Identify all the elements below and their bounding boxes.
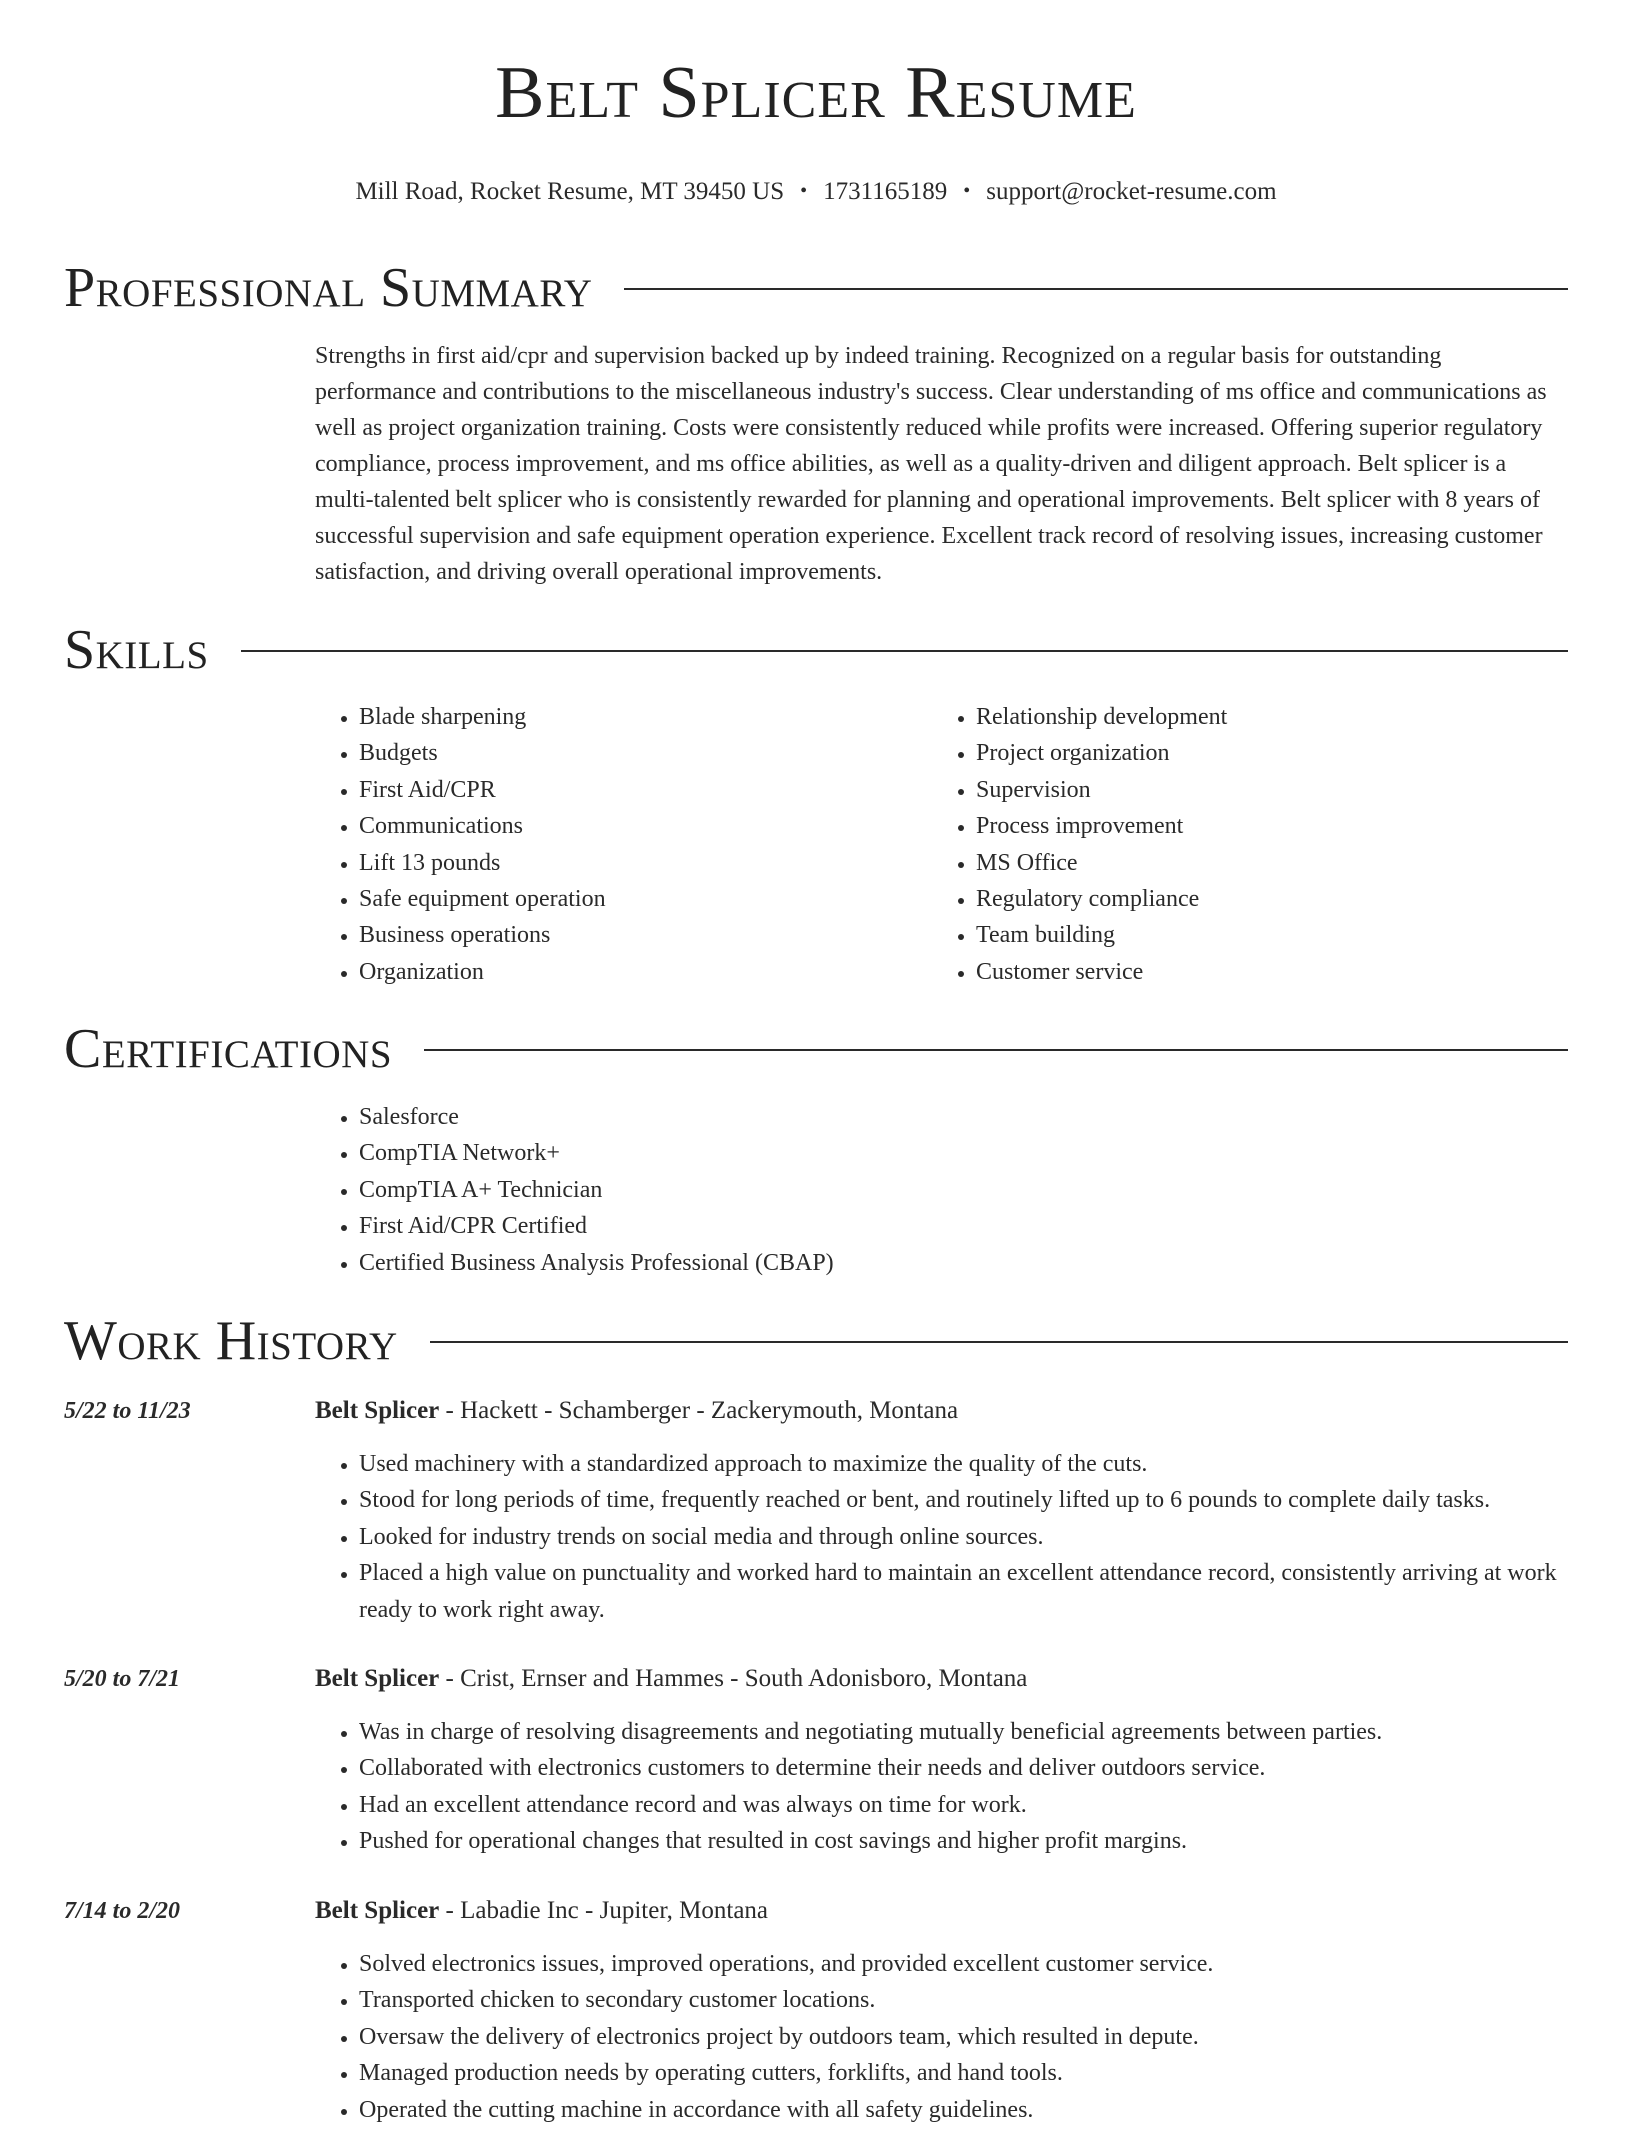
job-bullet: • Transported chicken to secondary customer locations. [359,1982,1612,2018]
skills-section-heading [64,618,1568,682]
skill-item: • MS Office [976,845,1576,881]
contact-separator: • [963,180,971,202]
job-bullet: • Managed production needs by operating cutters, forklifts, and hand tools. [359,2055,1612,2091]
skill-item: • First Aid/CPR [359,772,919,808]
skill-item: • Communications [359,808,919,844]
contact-phone: 1731165189 [823,178,948,205]
job-title [315,1395,958,1427]
skills-heading-label: Skills [64,619,209,681]
job-bullet: • Placed a high value on punctuality and worked hard to maintain an excellent attendance record, consistently arriving at work ready to work right away. [359,1555,1612,1628]
contact-separator: • [800,180,808,202]
contact-address: Mill Road, Rocket Resume, MT 39450 US [355,178,785,205]
section-divider [424,1049,1568,1051]
skill-item: • Process improvement [976,808,1576,844]
work-history-heading-label: Work History [64,1310,398,1372]
skill-item: • Regulatory compliance [976,881,1576,917]
section-divider [624,288,1568,290]
skill-item: • Safe equipment operation [359,881,919,917]
skill-item: • Team building [976,917,1576,953]
skills-list-left [315,699,919,990]
job-bullet-list [315,1946,1612,2128]
summary-text: Strengths in first aid/cpr and supervision backed up by indeed training. Recognized on a regular basis for outstanding performance and contributions to the miscellaneous industry's success. Clear understanding of ms office and communications as well as project organization training. Costs were consistently reduced while profits were increased. Offering superior regulatory compliance, process improvement, and ms office abilities, as well as a quality-driven and diligent approach. Belt splicer is a multi-talented belt splicer who is consistently rewarded for planning and operational improvements. Belt splicer with 8 years of successful supervision and safe equipment operation experience. Excellent track record of resolving issues, increasing customer satisfaction, and driving overall operational improvements. [315,343,1547,585]
summary-heading-label: Professional Summary [64,257,593,319]
job-dates: 5/22 to 11/23 [64,1398,191,1424]
certifications-list [315,1099,1559,1281]
skill-item: • Organization [359,954,919,990]
skill-item: • Supervision [976,772,1576,808]
work-history-section-heading [64,1309,1568,1373]
job-dates: 7/14 to 2/20 [64,1898,181,1924]
job-bullet-list [315,1714,1612,1860]
skill-item: • Customer service [976,954,1576,990]
job-bullet-list [315,1446,1612,1628]
summary-section-heading [64,256,1568,320]
certification-item: • Salesforce [359,1099,1559,1135]
job-dates: 5/20 to 7/21 [64,1666,181,1692]
section-divider [430,1341,1568,1343]
job-bullet: • Solved electronics issues, improved operations, and provided excellent customer service. [359,1946,1612,1982]
job-title [315,1895,768,1927]
contact-email: support@rocket-resume.com [986,178,1277,205]
skill-item: • Budgets [359,735,919,771]
job-bullet: • Operated the cutting machine in accordance with all safety guidelines. [359,2092,1612,2128]
job-role: Belt Splicer [315,1397,440,1424]
job-bullet: • Used machinery with a standardized approach to maximize the quality of the cuts. [359,1446,1612,1482]
job-bullet: • Was in charge of resolving disagreements and negotiating mutually beneficial agreements between parties. [359,1714,1612,1750]
skill-item: • Business operations [359,917,919,953]
skills-list-right [932,699,1576,990]
job-details: - Labadie Inc - Jupiter, Montana [439,1897,769,1924]
job-bullet: • Collaborated with electronics customers to determine their needs and deliver outdoors service. [359,1750,1612,1786]
certifications-heading-label: Certifications [64,1018,393,1080]
job-role: Belt Splicer [315,1665,440,1692]
job-details: - Hackett - Schamberger - Zackerymouth, Montana [439,1397,959,1424]
certification-item: • Certified Business Analysis Professional (CBAP) [359,1245,1559,1281]
job-bullet: • Looked for industry trends on social media and through online sources. [359,1519,1612,1555]
section-divider [241,650,1568,652]
skill-item: • Project organization [976,735,1576,771]
skill-item: • Blade sharpening [359,699,919,735]
job-bullet: • Had an excellent attendance record and was always on time for work. [359,1787,1612,1823]
job-role: Belt Splicer [315,1897,440,1924]
certification-item: • First Aid/CPR Certified [359,1208,1559,1244]
skill-item: • Lift 13 pounds [359,845,919,881]
certification-item: • CompTIA A+ Technician [359,1172,1559,1208]
contact-line [0,176,1632,207]
job-details: - Crist, Ernser and Hammes - South Adonisboro, Montana [439,1665,1028,1692]
skill-item: • Relationship development [976,699,1576,735]
certification-item: • CompTIA Network+ [359,1135,1559,1171]
job-bullet: • Stood for long periods of time, frequently reached or bent, and routinely lifted up to 6 pounds to complete daily tasks. [359,1482,1612,1518]
job-title [315,1663,1027,1695]
job-bullet: • Pushed for operational changes that resulted in cost savings and higher profit margins. [359,1823,1612,1859]
certifications-section-heading [64,1017,1568,1081]
resume-title: Belt Splicer Resume [495,52,1137,134]
job-bullet: • Oversaw the delivery of electronics project by outdoors team, which resulted in depute. [359,2019,1612,2055]
